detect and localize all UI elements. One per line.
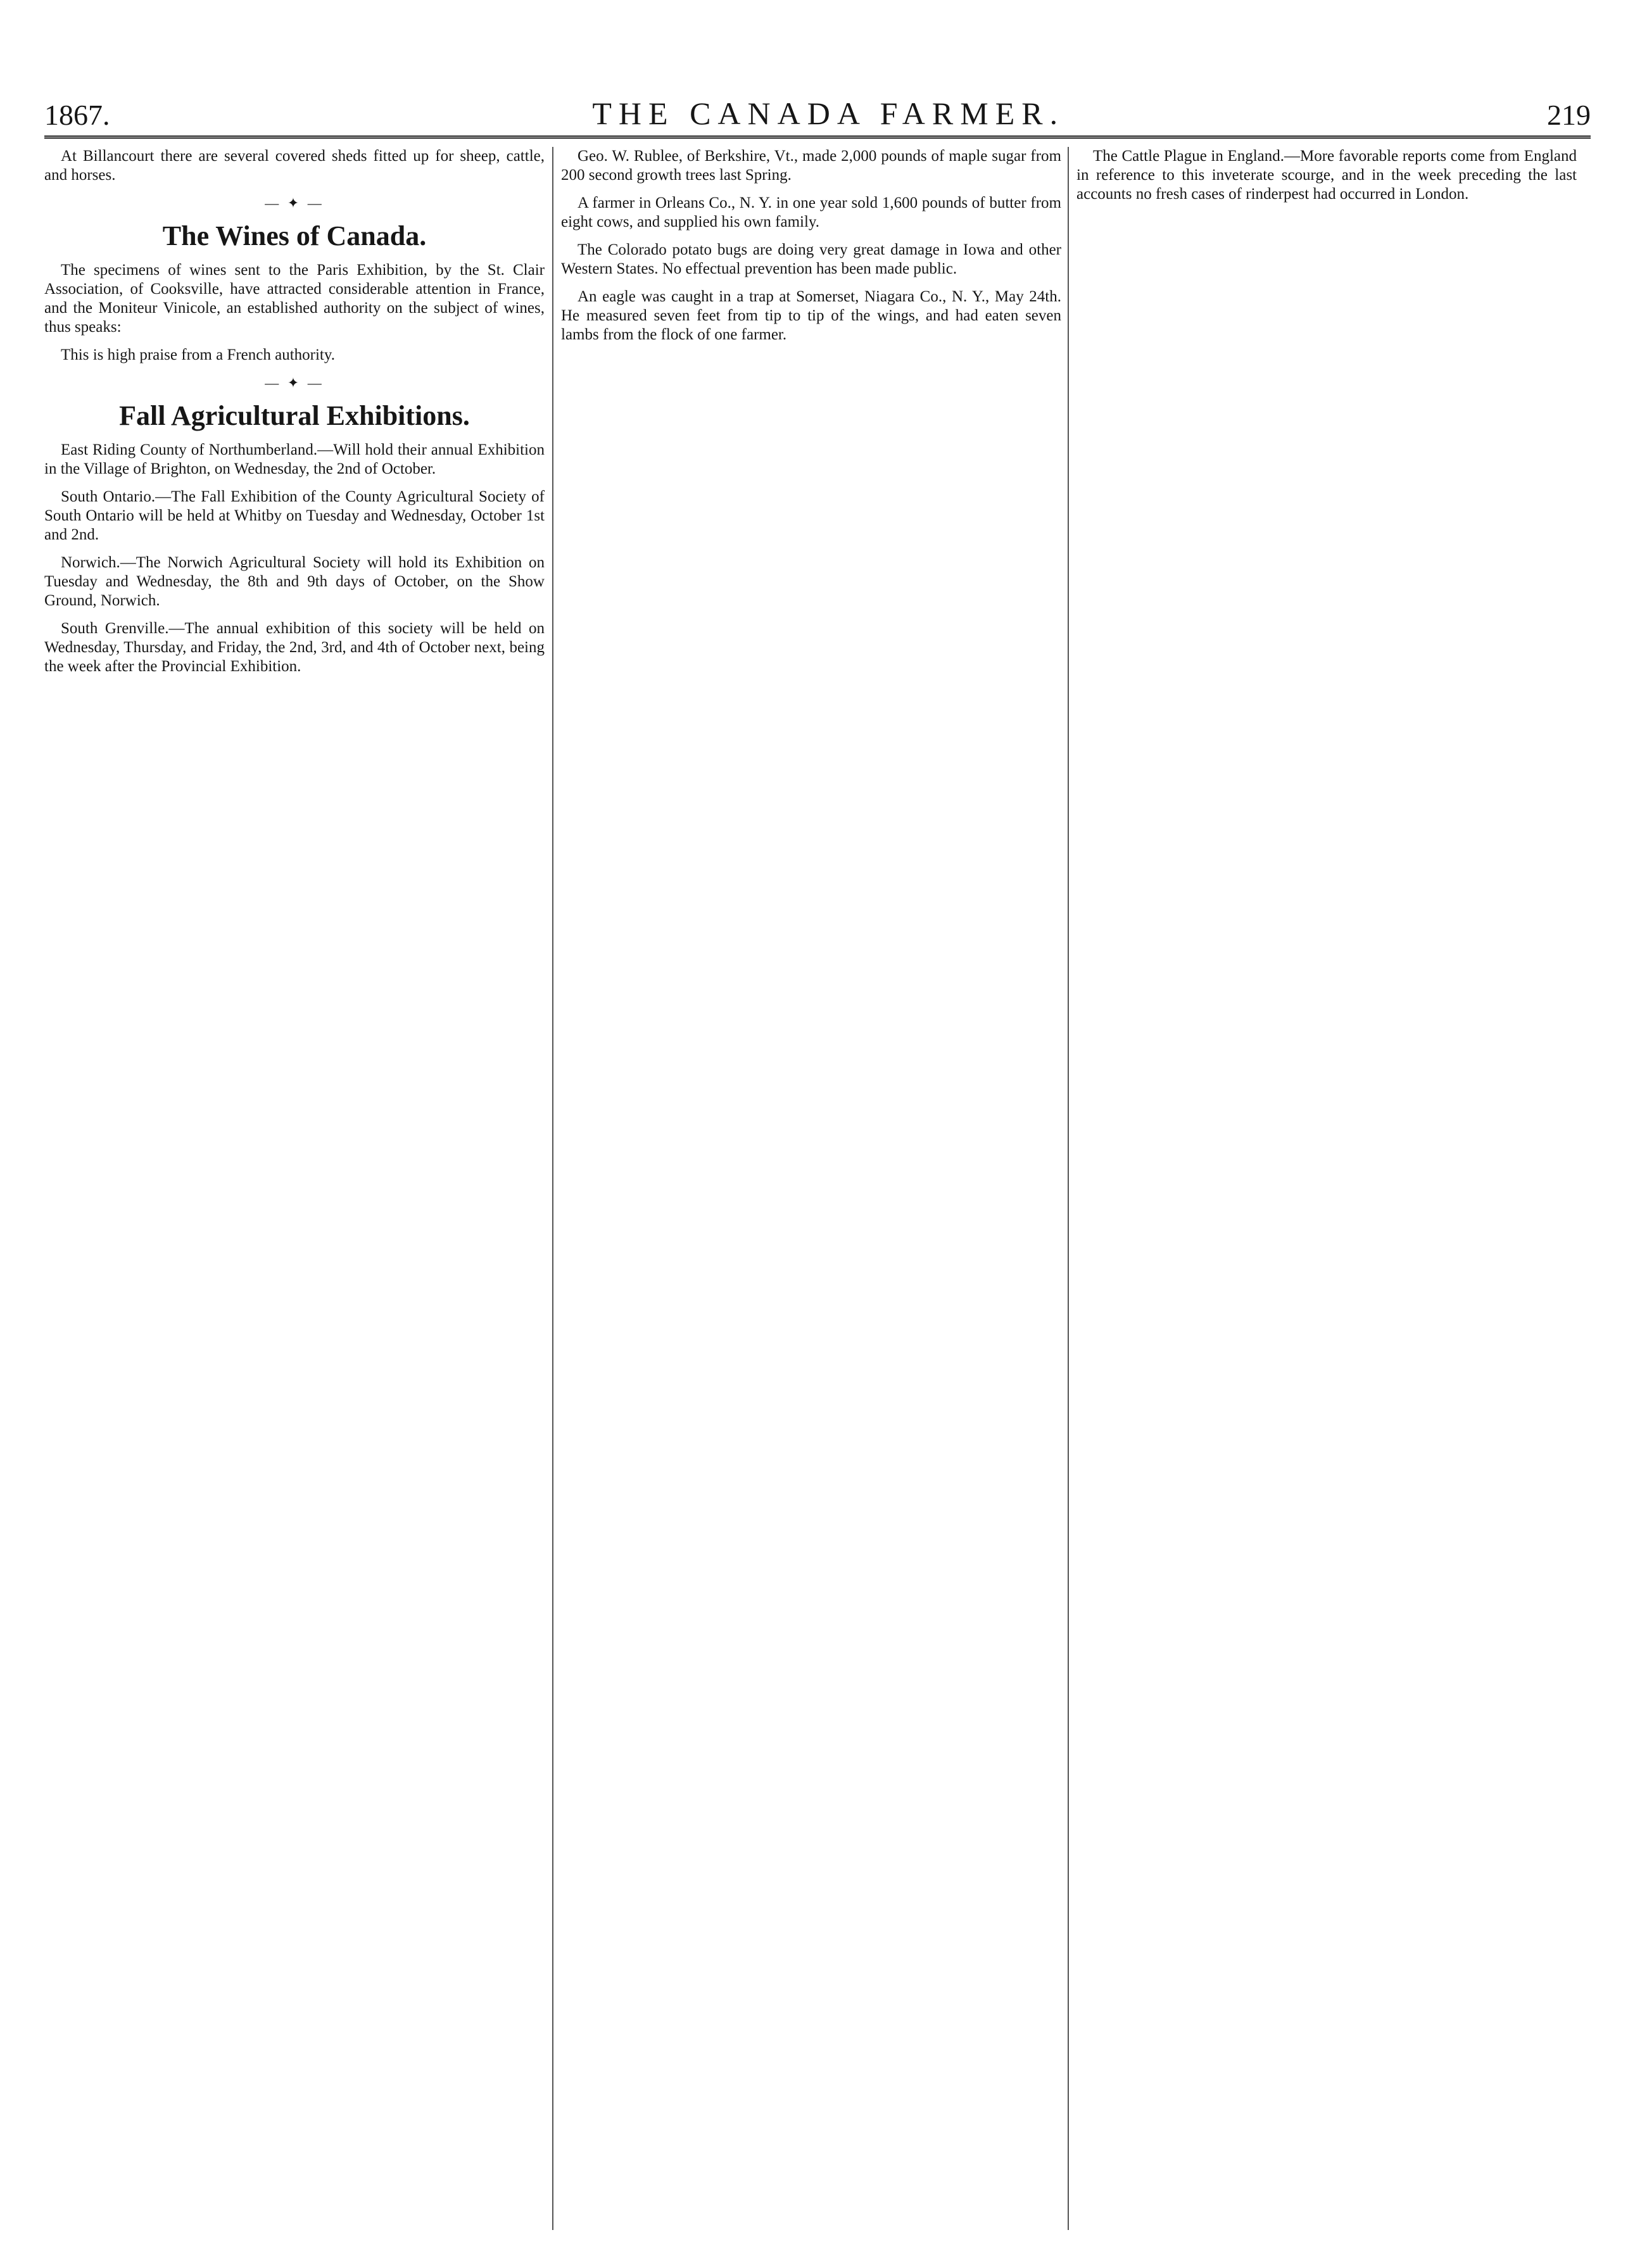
headline-fall-agricultural-exhibitions: Fall Agricultural Exhibitions. [119,400,470,431]
column-2 [561,147,1061,2230]
column-rule [1068,147,1069,2230]
section-divider: — ✦ — [265,195,324,211]
column-1 [44,147,545,2230]
article-paragraph: The specimens of wines sent to the Paris Exhibition, by the St. Clair Association, of Cooksville, have attracted considerable attention in France, and the Moniteur Vinicole, an established authority on the subject of wines, thus speaks: [44,261,545,336]
article-paragraph: An eagle was caught in a trap at Somerset, Niagara Co., N. Y., May 24th. He measured seven feet from tip to tip of the wings, and had eaten seven lambs from the flock of one farmer. [561,288,1061,343]
article-paragraph: South Ontario.—The Fall Exhibition of the County Agricultural Society of South Ontario will be held at Whitby on Tuesday and Wednesday, October 1st and 2nd. [44,488,545,543]
article-paragraph: Geo. W. Rublee, of Berkshire, Vt., made 2,000 pounds of maple sugar from 200 second growth trees last Spring. [561,148,1061,184]
page-number: 219 [1546,99,1591,131]
year: 1867. [44,99,110,131]
column-rule [552,147,553,2230]
article-paragraph: Norwich.—The Norwich Agricultural Society will hold its Exhibition on Tuesday and Wednesday, the 8th and 9th days of October, on the Show Ground, Norwich. [44,554,545,609]
article-paragraph: East Riding County of Northumberland.—Will hold their annual Exhibition in the Village of Brighton, on Wednesday, the 2nd of October. [44,441,545,477]
article-paragraph: This is high praise from a French authority. [61,346,336,363]
headline-wines-of-canada: The Wines of Canada. [162,220,427,251]
running-head [44,87,1591,132]
article-paragraph: South Grenville.—The annual exhibition of this society will be held on Wednesday, Thursday, and Friday, the 2nd, 3rd, and 4th of October next, being the week after the Provincial Exhibition. [44,620,545,675]
masthead: THE CANADA FARMER. [592,96,1065,131]
article-paragraph: At Billancourt there are several covered sheds fitted up for sheep, cattle, and horses. [44,148,545,184]
article-paragraph: A farmer in Orleans Co., N. Y. in one year sold 1,600 pounds of butter from eight cows, and supplied his own family. [561,194,1061,230]
section-divider: — ✦ — [265,375,324,391]
column-3 [1076,147,1577,2230]
head-rule [44,135,1591,139]
article-paragraph: The Colorado potato bugs are doing very great damage in Iowa and other Western States. No effectual prevention has been made public. [561,241,1061,277]
article-paragraph: The Cattle Plague in England.—More favorable reports come from England in reference to this inveterate scourge, and in the week preceding the last accounts no fresh cases of rinderpest had occurred in London. [1076,148,1577,203]
